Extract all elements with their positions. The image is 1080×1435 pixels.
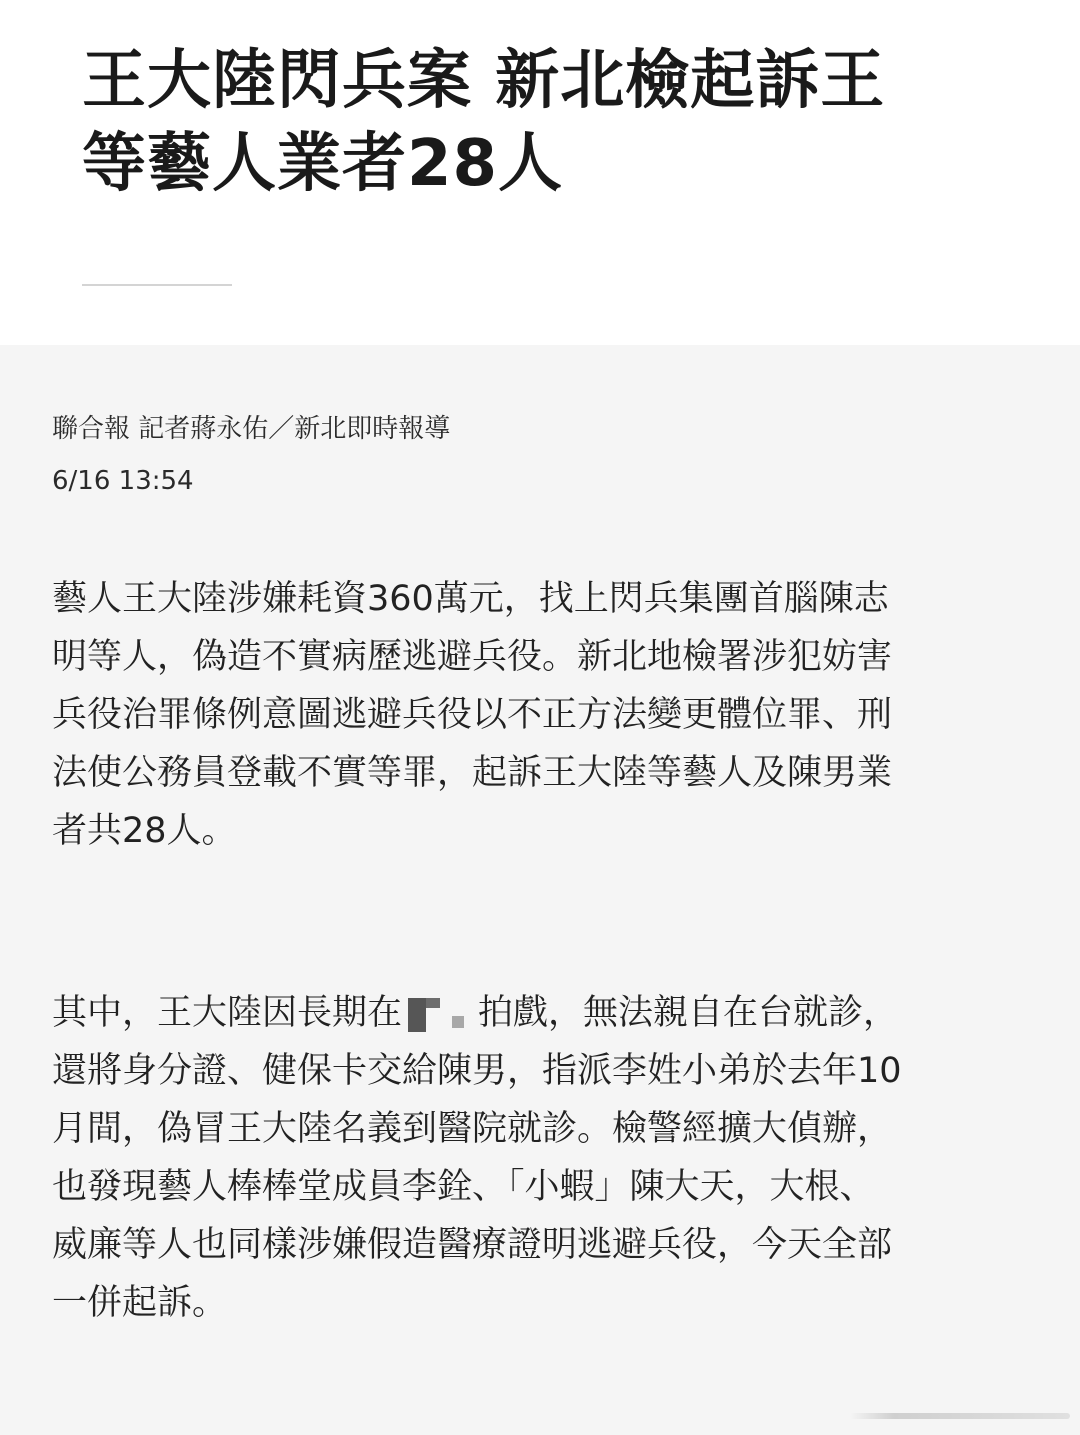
article-byline: 聯合報 記者蔣永佑／新北即時報導: [52, 414, 451, 444]
paragraph-line: 藝人王大陸涉嫌耗資360萬元，找上閃兵集團首腦陳志: [52, 579, 889, 619]
redaction-mark: [402, 994, 478, 1034]
paragraph-2: [52, 984, 1032, 1332]
paragraph-line: 明等人，偽造不實病歷逃避兵役。新北地檢署涉犯妨害: [52, 637, 893, 677]
scrollbar-thumb[interactable]: [850, 1413, 1070, 1419]
paragraph-line: 月間，偽冒王大陸名義到醫院就診。檢警經擴大偵辦，: [52, 1109, 893, 1149]
article-header: [0, 0, 1080, 345]
article-body: [0, 345, 1080, 1435]
paragraph-line-with-redaction: [52, 984, 1032, 1042]
paragraph-line: 法使公務員登載不實等罪，起訴王大陸等藝人及陳男業: [52, 753, 893, 793]
paragraph-line: 者共28人。: [52, 811, 237, 851]
paragraph-line: 一併起訴。: [52, 1283, 228, 1323]
paragraph-line: 也發現藝人棒棒堂成員李銓、「小蝦」陳大天，大根、: [52, 1167, 875, 1207]
headline-line-2: 等藝人業者28人: [82, 127, 564, 201]
paragraph-line: 兵役治罪條例意圖逃避兵役以不正方法變更體位罪、刑: [52, 695, 893, 735]
article-timestamp: 6/16 13:54: [52, 466, 194, 496]
paragraph-text: 拍戲，無法親自在台就診，: [478, 993, 899, 1033]
article-headline: [82, 40, 982, 206]
headline-line-1: 王大陸閃兵案 新北檢起訴王: [82, 44, 886, 118]
paragraph-line: 還將身分證、健保卡交給陳男，指派李姓小弟於去年10: [52, 1051, 902, 1091]
horizontal-scrollbar[interactable]: [820, 1395, 1080, 1435]
paragraph-1: [52, 570, 1032, 860]
headline-divider: [82, 284, 232, 286]
paragraph-line: 威廉等人也同樣涉嫌假造醫療證明逃避兵役，今天全部: [52, 1225, 893, 1265]
paragraph-text: 其中，王大陸因長期在: [52, 993, 403, 1033]
